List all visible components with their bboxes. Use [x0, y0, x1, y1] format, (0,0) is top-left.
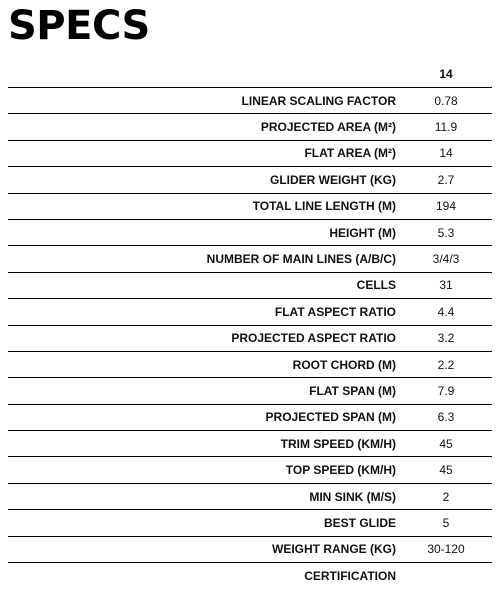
- spec-value: 2.7: [437, 172, 455, 187]
- spec-label: FLAT AREA (M²): [304, 146, 396, 161]
- table-row: [8, 404, 492, 430]
- table-row: [8, 562, 492, 588]
- table-row: [8, 325, 492, 351]
- page-title: SPECS: [8, 3, 150, 49]
- spec-label: PROJECTED SPAN (M): [265, 410, 396, 425]
- spec-label: FLAT SPAN (M): [309, 383, 396, 398]
- spec-rows: [8, 87, 492, 588]
- spec-label: CELLS: [356, 278, 396, 293]
- table-row: [8, 509, 492, 535]
- table-row: [8, 113, 492, 139]
- spec-value: 3.2: [437, 331, 455, 346]
- table-row: [8, 536, 492, 562]
- spec-value: 5.3: [437, 225, 455, 240]
- spec-value: 5: [442, 515, 450, 530]
- spec-label: NUMBER OF MAIN LINES (A/B/C): [206, 252, 396, 267]
- spec-table: [8, 62, 492, 588]
- spec-value: 0.78: [434, 93, 458, 108]
- table-row: [8, 219, 492, 245]
- spec-label: GLIDER WEIGHT (KG): [270, 172, 396, 187]
- table-row: [8, 298, 492, 324]
- spec-label: TRIM SPEED (KM/H): [280, 436, 396, 451]
- spec-label: PROJECTED AREA (M²): [260, 120, 396, 135]
- spec-label: TOP SPEED (KM/H): [285, 463, 396, 478]
- table-header-row: [8, 62, 492, 87]
- spec-value: 31: [439, 278, 453, 293]
- table-row: [8, 430, 492, 456]
- table-row: [8, 483, 492, 509]
- spec-value: 45: [439, 436, 453, 451]
- spec-label: ROOT CHORD (M): [292, 357, 396, 372]
- spec-value: 194: [435, 199, 457, 214]
- table-row: [8, 377, 492, 403]
- spec-value: 30-120: [427, 542, 465, 557]
- table-row: [8, 193, 492, 219]
- table-row: [8, 166, 492, 192]
- spec-value: 7.9: [437, 383, 455, 398]
- spec-label: MIN SINK (M/S): [309, 489, 396, 504]
- table-row: [8, 245, 492, 271]
- spec-label: CERTIFICATION: [304, 568, 396, 583]
- spec-value: 11.9: [434, 120, 458, 135]
- table-row: [8, 351, 492, 377]
- spec-label: LINEAR SCALING FACTOR: [241, 93, 396, 108]
- spec-value: 3/4/3: [432, 252, 460, 267]
- spec-label: WEIGHT RANGE (KG): [272, 542, 396, 557]
- spec-value: 6.3: [437, 410, 455, 425]
- table-row: [8, 272, 492, 298]
- spec-value: 4.4: [437, 304, 455, 319]
- spec-label: FLAT ASPECT RATIO: [274, 304, 396, 319]
- spec-label: PROJECTED ASPECT RATIO: [231, 331, 396, 346]
- spec-label: BEST GLIDE: [323, 515, 396, 530]
- spec-label: TOTAL LINE LENGTH (M): [252, 199, 396, 214]
- size-column-header: 14: [439, 67, 453, 81]
- spec-value: 2.2: [437, 357, 455, 372]
- spec-label: HEIGHT (M): [329, 225, 396, 240]
- spec-value: 45: [439, 463, 453, 478]
- table-row: [8, 87, 492, 113]
- table-row: [8, 456, 492, 482]
- spec-value: 14: [439, 146, 453, 161]
- table-row: [8, 140, 492, 166]
- spec-value: 2: [442, 489, 450, 504]
